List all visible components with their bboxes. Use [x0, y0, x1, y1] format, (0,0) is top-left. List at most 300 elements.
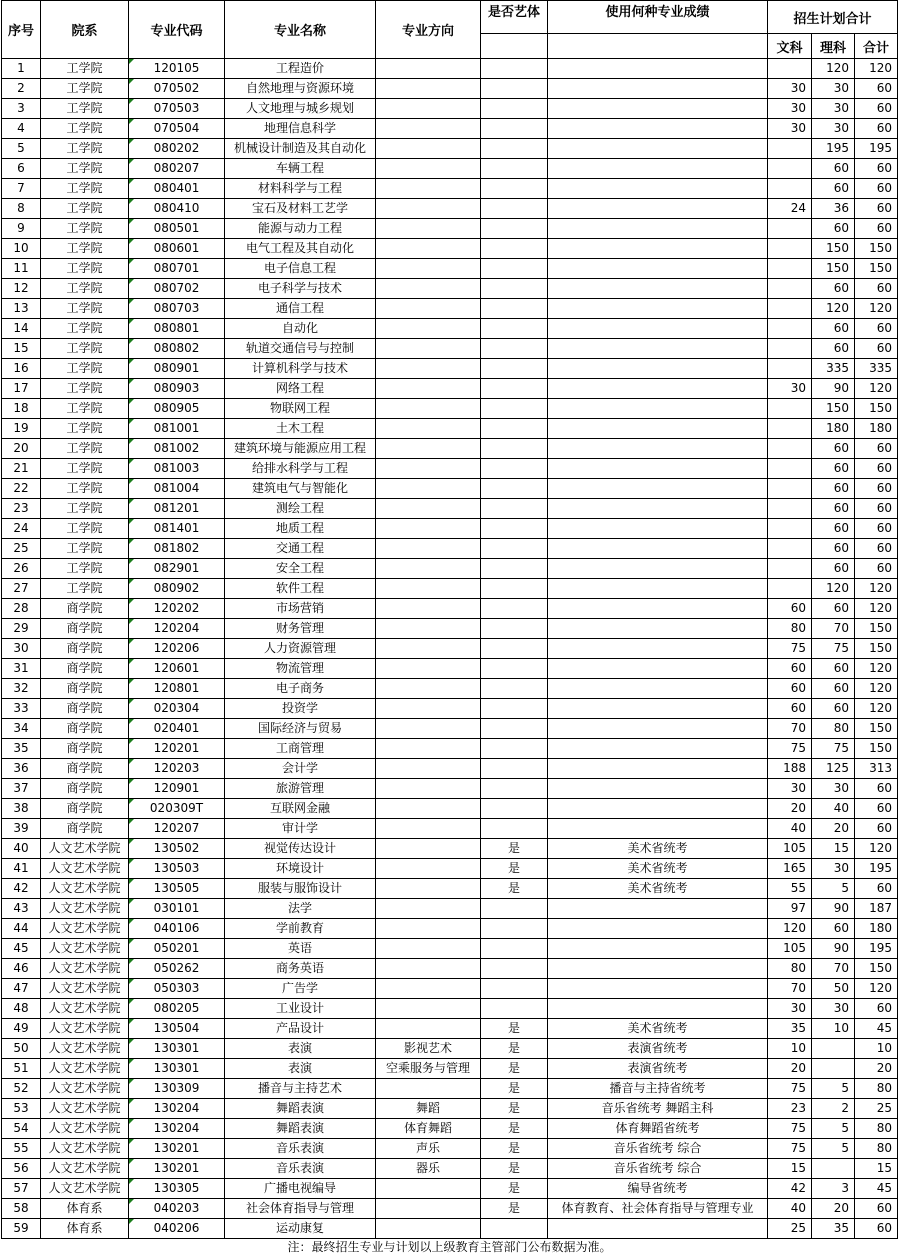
- header-major-name: 专业名称: [225, 1, 376, 59]
- cell-major-name: 环境设计: [225, 859, 376, 879]
- cell-is-art: 是: [481, 839, 548, 859]
- cell-major-name: 会计学: [225, 759, 376, 779]
- cell-dept: 体育系: [41, 1199, 129, 1219]
- cell-is-art: 是: [481, 1119, 548, 1139]
- cell-plan-sum: 60: [855, 779, 898, 799]
- cell-direction: [376, 419, 481, 439]
- cell-direction: [376, 979, 481, 999]
- cell-score-type: [548, 919, 768, 939]
- cell-major-name: 商务英语: [225, 959, 376, 979]
- table-row: [2, 119, 898, 139]
- cell-score-type: [548, 959, 768, 979]
- cell-major-name: 土木工程: [225, 419, 376, 439]
- cell-plan-arts: 60: [768, 659, 812, 679]
- cell-plan-sum: 45: [855, 1019, 898, 1039]
- cell-seq: 24: [2, 519, 41, 539]
- table-row: [2, 739, 898, 759]
- cell-dept: 人文艺术学院: [41, 959, 129, 979]
- cell-plan-science: 70: [812, 959, 855, 979]
- cell-code: 081201: [129, 499, 225, 519]
- cell-plan-arts: [768, 259, 812, 279]
- cell-is-art: [481, 1219, 548, 1239]
- cell-score-type: 美术省统考: [548, 879, 768, 899]
- cell-major-name: 表演: [225, 1039, 376, 1059]
- cell-dept: 工学院: [41, 239, 129, 259]
- table-row: [2, 679, 898, 699]
- cell-plan-science: 60: [812, 659, 855, 679]
- table-row: [2, 319, 898, 339]
- cell-dept: 工学院: [41, 159, 129, 179]
- cell-direction: [376, 799, 481, 819]
- cell-is-art: [481, 439, 548, 459]
- cell-is-art: [481, 739, 548, 759]
- cell-is-art: [481, 239, 548, 259]
- cell-code: 130201: [129, 1139, 225, 1159]
- cell-dept: 商学院: [41, 819, 129, 839]
- header-seq: 序号: [2, 1, 41, 59]
- cell-score-type: [548, 99, 768, 119]
- cell-seq: 1: [2, 59, 41, 79]
- cell-plan-arts: 75: [768, 1119, 812, 1139]
- cell-major-name: 地理信息科学: [225, 119, 376, 139]
- cell-plan-science: 60: [812, 179, 855, 199]
- cell-direction: [376, 579, 481, 599]
- cell-plan-science: 60: [812, 219, 855, 239]
- cell-plan-science: 60: [812, 499, 855, 519]
- cell-code: 040106: [129, 919, 225, 939]
- cell-plan-sum: 60: [855, 339, 898, 359]
- cell-code: 130204: [129, 1099, 225, 1119]
- cell-plan-sum: 187: [855, 899, 898, 919]
- table-row: [2, 979, 898, 999]
- table-row: [2, 1039, 898, 1059]
- cell-dept: 人文艺术学院: [41, 839, 129, 859]
- header-plan-science: 理科: [812, 34, 855, 59]
- cell-dept: 人文艺术学院: [41, 979, 129, 999]
- cell-code: 080802: [129, 339, 225, 359]
- table-row: [2, 1079, 898, 1099]
- cell-code: 080701: [129, 259, 225, 279]
- cell-major-name: 学前教育: [225, 919, 376, 939]
- cell-is-art: [481, 379, 548, 399]
- cell-plan-science: 60: [812, 279, 855, 299]
- cell-plan-science: 150: [812, 399, 855, 419]
- cell-code: 070504: [129, 119, 225, 139]
- table-row: [2, 419, 898, 439]
- cell-major-name: 播音与主持艺术: [225, 1079, 376, 1099]
- cell-seq: 50: [2, 1039, 41, 1059]
- cell-is-art: 是: [481, 1099, 548, 1119]
- cell-score-type: [548, 679, 768, 699]
- cell-code: 120206: [129, 639, 225, 659]
- cell-code: 120201: [129, 739, 225, 759]
- header-score-type-blank: [548, 34, 768, 59]
- cell-plan-sum: 10: [855, 1039, 898, 1059]
- cell-major-name: 材料科学与工程: [225, 179, 376, 199]
- cell-dept: 工学院: [41, 459, 129, 479]
- cell-dept: 工学院: [41, 219, 129, 239]
- cell-dept: 人文艺术学院: [41, 1159, 129, 1179]
- cell-plan-science: 36: [812, 199, 855, 219]
- cell-seq: 11: [2, 259, 41, 279]
- table-row: [2, 1059, 898, 1079]
- table-row: [2, 359, 898, 379]
- cell-is-art: [481, 559, 548, 579]
- cell-score-type: [548, 579, 768, 599]
- cell-score-type: [548, 759, 768, 779]
- cell-dept: 工学院: [41, 179, 129, 199]
- cell-code: 130301: [129, 1059, 225, 1079]
- cell-code: 081002: [129, 439, 225, 459]
- cell-direction: [376, 759, 481, 779]
- cell-plan-sum: 60: [855, 159, 898, 179]
- cell-plan-science: 60: [812, 699, 855, 719]
- cell-plan-sum: 150: [855, 639, 898, 659]
- cell-plan-science: 150: [812, 239, 855, 259]
- cell-seq: 21: [2, 459, 41, 479]
- cell-score-type: [548, 399, 768, 419]
- cell-score-type: [548, 739, 768, 759]
- table-row: [2, 799, 898, 819]
- cell-is-art: [481, 579, 548, 599]
- cell-seq: 20: [2, 439, 41, 459]
- cell-seq: 32: [2, 679, 41, 699]
- cell-major-name: 自动化: [225, 319, 376, 339]
- cell-plan-arts: [768, 579, 812, 599]
- table-row: [2, 959, 898, 979]
- table-row: [2, 139, 898, 159]
- cell-is-art: 是: [481, 1079, 548, 1099]
- cell-seq: 41: [2, 859, 41, 879]
- cell-seq: 52: [2, 1079, 41, 1099]
- cell-plan-sum: 60: [855, 799, 898, 819]
- cell-is-art: [481, 639, 548, 659]
- table-row: [2, 199, 898, 219]
- cell-dept: 商学院: [41, 759, 129, 779]
- cell-dept: 商学院: [41, 619, 129, 639]
- cell-direction: [376, 1219, 481, 1239]
- cell-dept: 工学院: [41, 499, 129, 519]
- table-row: [2, 719, 898, 739]
- cell-score-type: [548, 379, 768, 399]
- table-row: [2, 579, 898, 599]
- cell-seq: 26: [2, 559, 41, 579]
- cell-score-type: [548, 979, 768, 999]
- cell-plan-arts: [768, 59, 812, 79]
- cell-plan-arts: 80: [768, 619, 812, 639]
- cell-plan-sum: 120: [855, 699, 898, 719]
- cell-code: 120105: [129, 59, 225, 79]
- cell-dept: 工学院: [41, 439, 129, 459]
- cell-plan-science: 150: [812, 259, 855, 279]
- cell-plan-arts: 75: [768, 639, 812, 659]
- cell-plan-science: 60: [812, 339, 855, 359]
- cell-direction: [376, 119, 481, 139]
- cell-score-type: [548, 659, 768, 679]
- cell-direction: [376, 879, 481, 899]
- cell-plan-arts: 80: [768, 959, 812, 979]
- table-row: [2, 699, 898, 719]
- cell-direction: [376, 619, 481, 639]
- cell-major-name: 人文地理与城乡规划: [225, 99, 376, 119]
- cell-seq: 14: [2, 319, 41, 339]
- cell-seq: 25: [2, 539, 41, 559]
- cell-plan-science: 60: [812, 559, 855, 579]
- cell-dept: 商学院: [41, 699, 129, 719]
- cell-score-type: 编导省统考: [548, 1179, 768, 1199]
- cell-plan-science: 30: [812, 999, 855, 1019]
- cell-is-art: [481, 719, 548, 739]
- cell-score-type: [548, 299, 768, 319]
- cell-is-art: [481, 199, 548, 219]
- table-row: [2, 379, 898, 399]
- cell-score-type: [548, 499, 768, 519]
- cell-major-name: 建筑电气与智能化: [225, 479, 376, 499]
- cell-plan-sum: 120: [855, 379, 898, 399]
- cell-is-art: [481, 919, 548, 939]
- cell-plan-sum: 60: [855, 1219, 898, 1239]
- cell-major-name: 工程造价: [225, 59, 376, 79]
- cell-seq: 59: [2, 1219, 41, 1239]
- cell-plan-sum: 313: [855, 759, 898, 779]
- cell-plan-arts: 30: [768, 79, 812, 99]
- cell-direction: [376, 959, 481, 979]
- cell-plan-science: 60: [812, 439, 855, 459]
- cell-score-type: [548, 439, 768, 459]
- cell-plan-arts: 105: [768, 939, 812, 959]
- cell-score-type: [548, 559, 768, 579]
- table-row: [2, 919, 898, 939]
- cell-code: 130505: [129, 879, 225, 899]
- cell-plan-arts: [768, 279, 812, 299]
- cell-plan-science: 70: [812, 619, 855, 639]
- cell-plan-science: 80: [812, 719, 855, 739]
- cell-score-type: [548, 619, 768, 639]
- cell-plan-sum: 20: [855, 1059, 898, 1079]
- cell-direction: [376, 59, 481, 79]
- cell-seq: 39: [2, 819, 41, 839]
- cell-is-art: [481, 319, 548, 339]
- cell-is-art: [481, 339, 548, 359]
- cell-is-art: [481, 399, 548, 419]
- table-row: [2, 639, 898, 659]
- table-row: [2, 779, 898, 799]
- cell-code: 130305: [129, 1179, 225, 1199]
- cell-score-type: [548, 599, 768, 619]
- cell-code: 120601: [129, 659, 225, 679]
- cell-plan-sum: 120: [855, 979, 898, 999]
- cell-plan-sum: 180: [855, 919, 898, 939]
- table-row: [2, 1219, 898, 1239]
- cell-dept: 人文艺术学院: [41, 899, 129, 919]
- cell-plan-sum: 120: [855, 599, 898, 619]
- cell-seq: 49: [2, 1019, 41, 1039]
- table-row: [2, 479, 898, 499]
- cell-plan-arts: [768, 159, 812, 179]
- cell-dept: 工学院: [41, 259, 129, 279]
- cell-plan-arts: 70: [768, 979, 812, 999]
- cell-plan-arts: 30: [768, 379, 812, 399]
- cell-direction: [376, 779, 481, 799]
- cell-plan-arts: 24: [768, 199, 812, 219]
- table-row: [2, 899, 898, 919]
- cell-dept: 人文艺术学院: [41, 879, 129, 899]
- cell-score-type: 美术省统考: [548, 839, 768, 859]
- cell-score-type: [548, 419, 768, 439]
- cell-plan-arts: [768, 479, 812, 499]
- cell-direction: [376, 399, 481, 419]
- cell-major-name: 财务管理: [225, 619, 376, 639]
- cell-plan-arts: [768, 419, 812, 439]
- cell-is-art: [481, 979, 548, 999]
- cell-direction: 影视艺术: [376, 1039, 481, 1059]
- cell-plan-arts: 40: [768, 819, 812, 839]
- cell-is-art: [481, 599, 548, 619]
- cell-plan-sum: 150: [855, 239, 898, 259]
- header-direction: 专业方向: [376, 1, 481, 59]
- cell-seq: 29: [2, 619, 41, 639]
- table-row: [2, 539, 898, 559]
- cell-code: 081401: [129, 519, 225, 539]
- cell-code: 120207: [129, 819, 225, 839]
- cell-is-art: [481, 219, 548, 239]
- cell-score-type: [548, 539, 768, 559]
- cell-plan-arts: [768, 559, 812, 579]
- table-row: [2, 99, 898, 119]
- cell-plan-arts: 10: [768, 1039, 812, 1059]
- cell-plan-sum: 45: [855, 1179, 898, 1199]
- cell-code: 130503: [129, 859, 225, 879]
- cell-direction: [376, 79, 481, 99]
- cell-direction: [376, 459, 481, 479]
- header-code: 专业代码: [129, 1, 225, 59]
- cell-dept: 工学院: [41, 299, 129, 319]
- cell-plan-sum: 120: [855, 299, 898, 319]
- cell-direction: [376, 859, 481, 879]
- cell-score-type: 美术省统考: [548, 1019, 768, 1039]
- cell-plan-sum: 180: [855, 419, 898, 439]
- cell-plan-arts: 105: [768, 839, 812, 859]
- table-row: [2, 1199, 898, 1219]
- cell-plan-science: 60: [812, 919, 855, 939]
- table-row: [2, 519, 898, 539]
- cell-plan-arts: [768, 179, 812, 199]
- table-row: [2, 1159, 898, 1179]
- cell-major-name: 安全工程: [225, 559, 376, 579]
- cell-plan-arts: [768, 339, 812, 359]
- cell-code: 130504: [129, 1019, 225, 1039]
- cell-plan-sum: 60: [855, 539, 898, 559]
- cell-code: 080902: [129, 579, 225, 599]
- cell-plan-sum: 120: [855, 659, 898, 679]
- cell-direction: [376, 219, 481, 239]
- cell-plan-arts: [768, 539, 812, 559]
- cell-score-type: [548, 479, 768, 499]
- cell-seq: 2: [2, 79, 41, 99]
- cell-is-art: 是: [481, 1059, 548, 1079]
- cell-plan-arts: 188: [768, 759, 812, 779]
- cell-code: 120801: [129, 679, 225, 699]
- cell-dept: 工学院: [41, 399, 129, 419]
- cell-score-type: [548, 219, 768, 239]
- cell-code: 080801: [129, 319, 225, 339]
- table-row: [2, 179, 898, 199]
- cell-dept: 商学院: [41, 719, 129, 739]
- cell-dept: 工学院: [41, 319, 129, 339]
- cell-plan-science: 60: [812, 679, 855, 699]
- table-row: [2, 559, 898, 579]
- cell-plan-arts: [768, 299, 812, 319]
- cell-dept: 人文艺术学院: [41, 1079, 129, 1099]
- cell-code: 070502: [129, 79, 225, 99]
- cell-code: 080703: [129, 299, 225, 319]
- cell-plan-sum: 120: [855, 59, 898, 79]
- cell-plan-sum: 195: [855, 139, 898, 159]
- cell-is-art: 是: [481, 1199, 548, 1219]
- cell-plan-arts: [768, 139, 812, 159]
- cell-score-type: [548, 319, 768, 339]
- cell-code: 130502: [129, 839, 225, 859]
- cell-is-art: [481, 939, 548, 959]
- cell-plan-sum: 335: [855, 359, 898, 379]
- cell-score-type: 音乐省统考 舞蹈主科: [548, 1099, 768, 1119]
- cell-score-type: [548, 819, 768, 839]
- cell-direction: [376, 639, 481, 659]
- cell-seq: 17: [2, 379, 41, 399]
- header-plan-sum: 合计: [855, 34, 898, 59]
- cell-code: 120204: [129, 619, 225, 639]
- cell-seq: 9: [2, 219, 41, 239]
- cell-is-art: [481, 59, 548, 79]
- cell-major-name: 人力资源管理: [225, 639, 376, 659]
- cell-direction: [376, 1019, 481, 1039]
- cell-plan-sum: 150: [855, 959, 898, 979]
- cell-dept: 人文艺术学院: [41, 1179, 129, 1199]
- cell-score-type: [548, 899, 768, 919]
- cell-major-name: 舞蹈表演: [225, 1119, 376, 1139]
- cell-plan-science: 60: [812, 319, 855, 339]
- cell-plan-sum: 195: [855, 859, 898, 879]
- cell-code: 080601: [129, 239, 225, 259]
- cell-dept: 工学院: [41, 479, 129, 499]
- cell-score-type: [548, 119, 768, 139]
- cell-dept: 商学院: [41, 739, 129, 759]
- cell-code: 120901: [129, 779, 225, 799]
- cell-plan-sum: 150: [855, 619, 898, 639]
- cell-plan-sum: 80: [855, 1139, 898, 1159]
- cell-plan-science: [812, 1039, 855, 1059]
- cell-major-name: 音乐表演: [225, 1159, 376, 1179]
- cell-plan-arts: 30: [768, 99, 812, 119]
- cell-code: 050262: [129, 959, 225, 979]
- cell-code: 020304: [129, 699, 225, 719]
- cell-code: 050303: [129, 979, 225, 999]
- cell-plan-science: [812, 1059, 855, 1079]
- cell-major-name: 建筑环境与能源应用工程: [225, 439, 376, 459]
- cell-is-art: [481, 699, 548, 719]
- cell-direction: [376, 739, 481, 759]
- cell-major-name: 广告学: [225, 979, 376, 999]
- cell-plan-arts: 55: [768, 879, 812, 899]
- cell-is-art: 是: [481, 1179, 548, 1199]
- cell-plan-science: 90: [812, 379, 855, 399]
- cell-plan-sum: 120: [855, 679, 898, 699]
- cell-major-name: 电子科学与技术: [225, 279, 376, 299]
- cell-plan-science: 15: [812, 839, 855, 859]
- cell-direction: [376, 319, 481, 339]
- cell-major-name: 产品设计: [225, 1019, 376, 1039]
- table-row: [2, 439, 898, 459]
